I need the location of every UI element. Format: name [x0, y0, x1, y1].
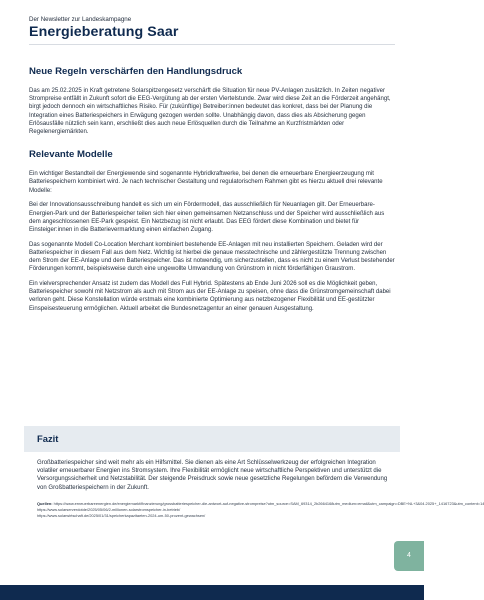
newsletter-header — [29, 16, 399, 41]
source-link-3[interactable]: https://www.solarwirtschaft.de/2025/01/31/speicherkapazitaeten-2024-um-50-prozent-gewachsen/ — [37, 512, 206, 518]
fazit-paragraph: Großbatteriespeicher sind weit mehr als ein Hilfsmittel. Sie dienen als eine Art Schlüsselwerkzeug der erfolgreichen Integration volatiler erneuerbarer Energien ins Stromsystem. Ihre Flexibilität ermöglicht neue wirtschaftliche Perspektiven und unterstützt die Versorgungssicherheit und Netzstabilität. Der steigende Preisdruck sowie neue gesetzliche Regelungen befördern die Verwendung von Großbatteriespeichern in der Zukunft. — [37, 460, 388, 491]
fazit-title: Fazit — [37, 433, 59, 444]
sources-block — [37, 501, 484, 519]
paragraph-full-hybrid: Ein vielversprechender Ansatz ist zudem das Modell des Full Hybrid. Spätestens ab Ende Juni 2026 soll es die Möglichkeit geben, Batteriespeicher sowohl mit Netzstrom als auch mit Strom aus der EE-Anlage zu speisen, ohne dass die Grünstromgemeinschaft dabei verloren geht. Diese Konstellation würde erstmals eine kombinierte Optimierung aus netzbezogener Flexibilität und EE-gestützter Einspeisesteuerung ermöglichen. Aktuell arbeitet die Bundesnetzagentur an einer genauen Ausgestaltung. — [29, 280, 391, 312]
newsletter-kicker: Der Newsletter zur Landeskampagne — [29, 16, 132, 23]
page-number: 4 — [407, 552, 411, 559]
section-title-regeln: Neue Regeln verschärfen den Handlungsdruck — [29, 66, 243, 77]
paragraph-solarspitzengesetz: Das am 25.02.2025 in Kraft getretene Solarspitzengesetz verschärft die Situation für neue PV-Anlagen zusätzlich. In Zeiten negativer Strompreise entfällt in Zukunft sofort die EEG-Vergütung ab der ersten Viertelstunde. Zwar wird diese Zeit an die Förderzeit angehängt, birgt jedoch dennoch ein wirtschaftliches Risiko. Für (zukünftige) Betreiber:innen bedeutet das konkret, dass bei der Planung die Integration eines Batteriespeichers in Erwägung gezogen werden sollte. Unabhängig davon, dass dies als Absicherung gegen Erlösausfälle nützlich sein kann, erschließt dies auch neue Erlösquellen durch die Teilnahme an Kurzfristmärkten oder Regelenergiemärkten. — [29, 88, 391, 136]
sources-label: Quellen: — [37, 501, 53, 506]
header-divider — [29, 44, 395, 45]
section-title-modelle: Relevante Modelle — [29, 149, 113, 161]
fazit-content — [37, 459, 393, 492]
page-number-badge — [394, 541, 424, 571]
article-body — [29, 66, 395, 319]
paragraph-co-location: Das sogenannte Modell Co-Location Merchant kombiniert bestehende EE-Anlagen mit neu installierten Speichern. Geladen wird der Batteriespeicher in diesem Fall aus dem Netz. Wichtig ist hierbei die genaue messtechnische und zählergestützte Trennung zwischen dem Strom der EE-Anlage und dem Batteriespeicher. Das ist notwendig, um sicherzustellen, dass es nicht zu einem Verlust bestehender Förderungen kommt, beispielsweise durch eine ungewollte Umwandlung von Grünstrom in nicht förderfähigen Graustrom. — [29, 241, 395, 273]
footer-bar — [0, 585, 424, 600]
fazit-box — [24, 426, 400, 452]
newsletter-brand: Energieberatung Saar — [29, 24, 179, 40]
source-link-2[interactable]: https://www.solarserverdotde/2025/05/06/2-millionen-solarstromspeicher-in-betrieb/ — [37, 506, 181, 512]
source-link-1[interactable]: https://www.erneuerbareenergien.de/energiemarkt/finanzierung/grossbatteriespeicher-die-antwort-auf-negative-strompreise?utm_source=SAM_69314_2b2664168utm_medium=email&utm_campaign=DBE+NL+3&04.2025+_1416723&utm_content=14 — [53, 501, 484, 506]
paragraph-hybridkraftwerke: Ein wichtiger Bestandteil der Energiewende sind sogenannte Hybridkraftwerke, bei denen die erneuerbare Energieerzeugung mit Batteriespeichern kombiniert wird. Je nach technischer Gestaltung und regulatorischem Rahmen gibt es hierzu aktuell drei relevante Modelle: — [29, 171, 383, 194]
source-line — [37, 513, 395, 519]
paragraph-innovationsausschreibung: Bei der Innovationsausschreibung handelt es sich um ein Fördermodell, das ausschließlich für Neuanlagen gilt. Der Erneuerbare-Energien-Park und der Batteriespeicher teilen sich hier einen gemeinsamen Netzanschluss und der Speicher wird ausschließlich aus dem angeschlossenen EE-Park gespeist. Ein Netzbezug ist nicht erlaubt. Das EEG fördert diese Kombination und bietet für Einsteiger:innen in die Batterievermarktung einen einfachen Zugang. — [29, 202, 385, 233]
